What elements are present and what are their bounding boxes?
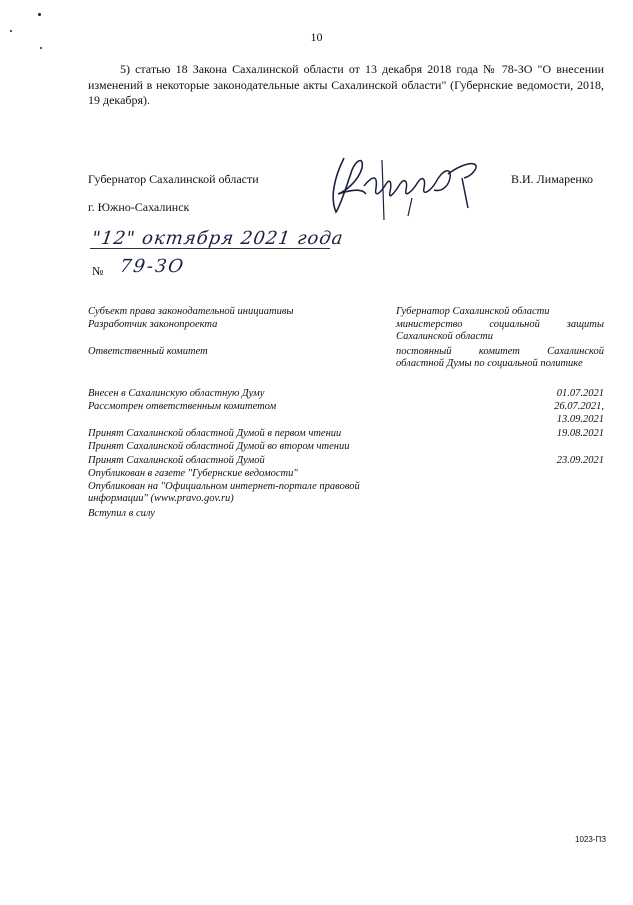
amendment-paragraph [88, 62, 604, 109]
developer-value: министерство социальной защиты Сахалинской области [396, 319, 604, 342]
scan-speck [40, 47, 42, 49]
footer-code: 1023-ПЗ [575, 835, 607, 844]
submitted-label: Внесен в Сахалинскую областную Думу [88, 388, 265, 399]
amendment-text: 5) статью 18 Закона Сахалинской области от 13 декабря 2018 года № 78-ЗО "О внесении изменений в некоторые законодательные акты Сахалинской области" (Губернские ведомости, 2018, 19 декабря). [88, 62, 604, 107]
handwritten-date: "12" октября 2021 года [90, 228, 345, 249]
date-underline [90, 248, 330, 249]
published-gazette-label: Опубликован в газете "Губернские ведомости" [88, 468, 298, 479]
number-label: № [92, 264, 104, 278]
governor-signature [322, 148, 498, 224]
subject-value: Губернатор Сахалинской области [396, 306, 550, 317]
effective-label: Вступил в силу [88, 508, 155, 519]
handwritten-law-number: 79-ЗО [118, 256, 187, 277]
committee-label: Ответственный комитет [88, 346, 208, 357]
governor-name: В.И. Лимаренко [511, 172, 594, 186]
reviewed-label: Рассмотрен ответственным комитетом [88, 401, 277, 412]
committee-value: постоянный комитет Сахалинской областной Думы по социальной политике [396, 346, 604, 369]
published-portal-label: Опубликован на "Официальном интернет-портале правовой информации" (www.pravo.gov.ru) [88, 481, 360, 504]
reviewed-date-2: 13.09.2021 [556, 414, 604, 425]
submitted-date: 01.07.2021 [556, 388, 604, 399]
subject-label: Субъект права законодательной инициативы [88, 306, 294, 317]
scan-speck [38, 13, 41, 16]
page-number: 10 [310, 30, 323, 44]
reviewed-date-1: 26.07.2021, [554, 401, 604, 412]
city: г. Южно-Сахалинск [88, 200, 190, 214]
developer-label: Разработчик законопроекта [88, 319, 218, 330]
governor-title: Губернатор Сахалинской области [88, 172, 259, 186]
adopted-date: 23.09.2021 [556, 455, 604, 466]
adopted-label: Принят Сахалинской областной Думой [88, 455, 265, 466]
first-reading-date: 19.08.2021 [556, 428, 604, 439]
first-reading-label: Принят Сахалинской областной Думой в первом чтении [88, 428, 342, 439]
second-reading-label: Принят Сахалинской областной Думой во втором чтении [88, 441, 350, 452]
